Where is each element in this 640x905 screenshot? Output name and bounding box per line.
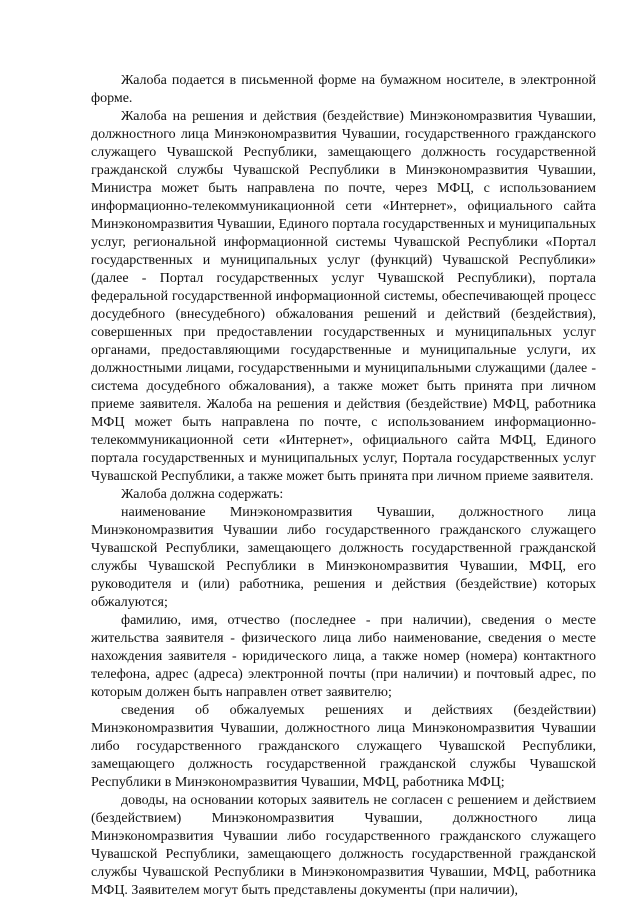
paragraph-item-arguments: доводы, на основании которых заявитель не согласен с решением и действием (бездействием) Минэкономразвития Чувашии, должностного лица Минэкономразвития Чувашии либо государственного гражданского служащего Чувашской Республики, замещающего должность государственной гражданской службы Чувашской Республики в Минэкономразвития Чувашии, МФЦ, работника МФЦ. Заявителем могут быть представлены документы (при наличии),	[91, 793, 596, 898]
paragraph-item-appealed-decisions: сведения об обжалуемых решениях и действиях (бездействии) Минэкономразвития Чувашии, должностного лица Минэкономразвития Чувашии либо государственного гражданского служащего Чувашской Республики, замещающего должность государственной гражданской службы Чувашской Республики в Минэкономразвития Чувашии, МФЦ, работника МФЦ;	[91, 703, 596, 790]
paragraph-item-name: наименование Минэкономразвития Чувашии, должностного лица Минэкономразвития Чувашии либо государственного гражданского служащего Чувашской Республики, замещающего должность государственной гражданской службы Чувашской Республики в Минэкономразвития Чувашии, МФЦ, его руководителя и (или) работника, решения и действия (бездействие) которых обжалуются;	[91, 505, 596, 610]
document-page	[91, 72, 596, 900]
paragraph-complaint-submission: Жалоба на решения и действия (бездействие) Минэкономразвития Чувашии, должностного лица Минэкономразвития Чувашии, государственного гражданского служащего Чувашской Республики, замещающего должность государственной гражданской службы Чувашской Республики в Минэкономразвития Чувашии, Министра может быть направлена по почте, через МФЦ, с использованием информационно-телекоммуникационной сети «Интернет», официального сайта Минэкономразвития Чувашии, Единого портала государственных и муниципальных услуг, региональной информационной системы Чувашской Республики «Портал государственных и муниципальных услуг (функций) Чувашской Республики» (далее - Портал государственных услуг Чувашской Республики), портала федеральной государственной информационной системы, обеспечивающей процесс досудебного (внесудебного) обжалования решений и действий (бездействия), совершенных при предоставлении государственных и муниципальных услуг органами, предоставляющими государственные и муниципальные услуги, их должностными лицами, государственными и муниципальными служащими (далее - система досудебного обжалования), а также может быть принята при личном приеме заявителя. Жалоба на решения и действия (бездействие) МФЦ, работника МФЦ может быть направлена по почте, с использованием информационно-телекоммуникационной сети «Интернет», официального сайта МФЦ, Единого портала государственных и муниципальных услуг, Портала государственных услуг Чувашской Республики, а также может быть принята при личном приеме заявителя.	[91, 109, 596, 484]
paragraph-complaint-form: Жалоба подается в письменной форме на бумажном носителе, в электронной форме.	[91, 73, 596, 106]
paragraph-item-applicant-details: фамилию, имя, отчество (последнее - при наличии), сведения о месте жительства заявителя - физического лица либо наименование, сведения о месте нахождения заявителя - юридического лица, а также номер (номера) контактного телефона, адрес (адреса) электронной почты (при наличии) и почтовый адрес, по которым должен быть направлен ответ заявителю;	[91, 613, 596, 700]
paragraph-complaint-contents-intro: Жалоба должна содержать:	[121, 487, 284, 502]
